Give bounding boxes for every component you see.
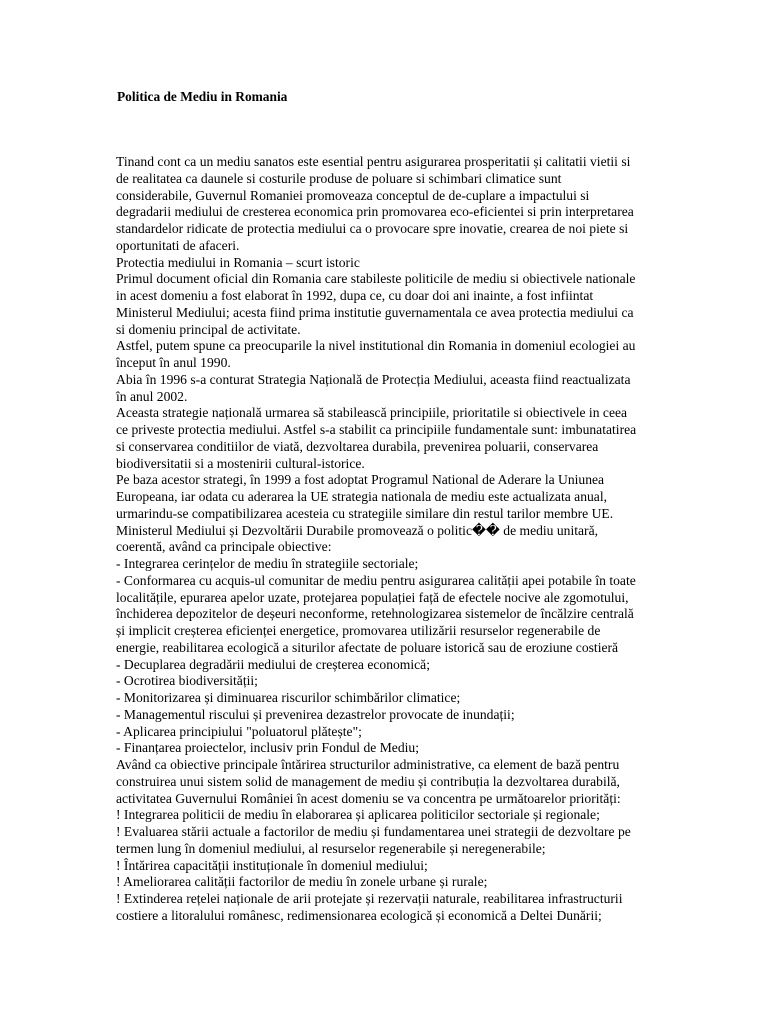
text-line: Astfel, putem spune ca preocuparile la nivel institutional din Romania in domeniul ecologiei au: [116, 338, 636, 354]
text-line: - Monitorizarea și diminuarea riscurilor schimbărilor climatice;: [116, 690, 461, 705]
text-line: Ministerul Mediului și Dezvoltării Durabile promovează o politic�� de mediu unitară,: [116, 522, 599, 538]
text-line: Abia în 1996 s-a conturat Strategia Națională de Protecția Mediului, aceasta fiind reactualizata: [116, 371, 631, 387]
text-line: de realitatea ca daunele si costurile produse de poluare si schimbari climatice sunt: [116, 170, 562, 186]
text-line: Aceasta strategie națională urmarea să stabilească principiile, prioritatile si obiectivele in ceea: [116, 405, 628, 421]
text-line: ! Întărirea capacității instituționale în domeniul mediului;: [116, 857, 428, 873]
text-line: degradarii mediului de cresterea economica prin promovarea eco-eficientei si prin interpretarea: [116, 204, 634, 220]
text-line: închiderea depozitelor de deșeuri neconforme, retehnologizarea sistemelor de încălzire centrală: [116, 606, 634, 622]
text-line: costiere a litoralului românesc, redimensionarea ecologică și economică a Deltei Dunării;: [116, 907, 602, 923]
text-line: considerabile, Guvernul Romaniei promoveaza conceptul de de-cuplare a impactului si: [116, 187, 590, 203]
text-line: - Managementul riscului și prevenirea dezastrelor provocate de inundații;: [116, 706, 515, 722]
text-line: coerentă, având ca principale obiective:: [116, 539, 332, 555]
text-line: Protectia mediului in Romania – scurt istoric: [116, 254, 360, 270]
text-line: ! Integrarea politicii de mediu în elaborarea și aplicarea politicilor sectoriale și regionale;: [116, 807, 600, 823]
text-line: energie, reabilitarea ecologică a siturilor afectate de poluare istorică sau de eroziune costieră: [116, 639, 619, 655]
text-line: Ministerul Mediului; acesta fiind prima institutie guvernamentala ce avea protectia mediului ca: [116, 304, 634, 320]
text-line: - Decuplarea degradării mediului de creșterea economică;: [116, 656, 430, 672]
text-line: construirea unui sistem solid de management de mediu și contribuția la dezvoltarea durabilă,: [116, 773, 620, 789]
text-line: început în anul 1990.: [116, 355, 231, 370]
text-line: Având ca obiective principale întărirea structurilor administrative, ca element de bază pentru: [116, 757, 620, 772]
text-line: și implicit creșterea eficienței energetice, promovarea utilizării resurselor regenerabile de: [116, 623, 601, 638]
document-title: Politica de Mediu in Romania: [117, 89, 288, 104]
text-line: Europeana, iar odata cu aderarea la UE strategia nationala de mediu este actualizata anual,: [116, 489, 608, 504]
text-line: biodiversitatii si a mostenirii cultural-istorice.: [116, 455, 365, 471]
text-line: Pe baza acestor strategi, în 1999 a fost adoptat Programul National de Aderare la Uniunea: [116, 472, 605, 488]
text-line: - Ocrotirea biodiversității;: [116, 673, 258, 689]
text-line: ! Ameliorarea calității factorilor de mediu în zonele urbane și rurale;: [116, 874, 488, 890]
text-line: ! Evaluarea stării actuale a factorilor de mediu și fundamentarea unei strategii de dezvoltare pe: [116, 824, 631, 839]
text-line: în anul 2002.: [116, 388, 188, 404]
text-line: ! Extinderea rețelei naționale de arii protejate și rezervații naturale, reabilitarea infrastructurii: [116, 891, 623, 906]
text-line: localitățile, epurarea apelor uzate, protejarea populației față de efectele nocive ale zgomotului,: [116, 589, 629, 605]
text-line: Tinand cont ca un mediu sanatos este esential pentru asigurarea prosperitatii și calitatii vietii si: [116, 154, 631, 169]
text-line: ce priveste protectia mediului. Astfel s-a stabilit ca principiile fundamentale sunt: imbunatatirea: [116, 422, 637, 437]
text-line: - Aplicarea principiului "poluatorul plătește";: [116, 723, 362, 739]
text-line: termen lung în domeniul mediului, al resurselor regenerabile și neregenerabile;: [116, 840, 546, 856]
text-line: standardelor ridicate de protectia mediului ca o provocare spre inovatie, crearea de noi piete si: [116, 221, 629, 236]
text-line: urmarindu-se compatibilizarea acesteia cu strategiile similare din restul tarilor membre UE.: [116, 505, 614, 521]
text-line: Primul document oficial din Romania care stabileste politicile de mediu si obiectivele nationale: [116, 271, 636, 287]
text-line: - Finanțarea proiectelor, inclusiv prin Fondul de Mediu;: [116, 740, 419, 756]
text-line: oportunitati de afaceri.: [116, 237, 240, 253]
document-body: [116, 154, 746, 925]
text-line: - Conformarea cu acquis-ul comunitar de mediu pentru asigurarea calității apei potabile în toate: [116, 572, 636, 588]
text-line: si domeniu principal de activitate.: [116, 321, 301, 337]
text-line: in acest domeniu a fost elaborat în 1992, dupa ce, cu doar doi ani inainte, a fost infiintat: [116, 288, 594, 303]
text-line: - Integrarea cerințelor de mediu în strategiile sectoriale;: [116, 556, 419, 571]
text-line: activitatea Guvernului României în acest domeniu se va concentra pe următoarelor priorități:: [116, 790, 621, 806]
text-line: si conservarea conditiilor de viată, dezvoltarea durabila, prevenirea poluarii, conservarea: [116, 438, 599, 454]
